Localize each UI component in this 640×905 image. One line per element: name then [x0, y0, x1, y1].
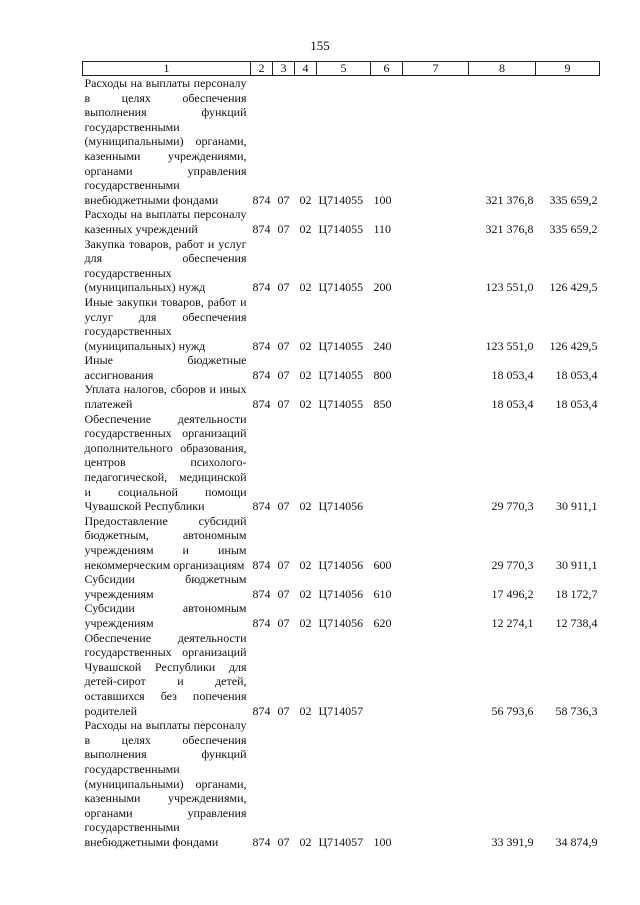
- amount-year-1: 17 496,2: [491, 586, 534, 601]
- amount-year-1: 18 053,4: [491, 397, 534, 412]
- column-header-3: 3: [273, 62, 295, 76]
- amount-year-1: 29 770,3: [491, 499, 534, 514]
- target-article-code: Ц714055: [318, 397, 364, 412]
- column-7-value: [403, 237, 469, 295]
- column-7-value: [403, 631, 469, 719]
- amount-year-1: 33 391,9: [491, 834, 534, 849]
- target-article-code: Ц714055: [318, 280, 364, 295]
- table-row: [83, 601, 600, 630]
- section-code: 07: [277, 192, 290, 207]
- target-article-code: Ц714055: [318, 338, 364, 353]
- amount-year-2: 18 172,7: [555, 586, 598, 601]
- section-code: 07: [277, 557, 290, 572]
- target-article-code: Ц714056: [318, 557, 364, 572]
- amount-year-2: 335 659,2: [549, 221, 598, 236]
- target-article-code: Ц714056: [318, 499, 364, 514]
- table-row: [83, 412, 600, 514]
- section-code: 07: [277, 586, 290, 601]
- column-header-9: 9: [536, 62, 600, 76]
- expense-type-code: 610: [373, 586, 392, 601]
- target-article-code: Ц714057: [318, 703, 364, 718]
- budget-table: [82, 61, 600, 849]
- amount-year-2: 12 738,4: [555, 615, 598, 630]
- ministry-code: 874: [252, 586, 271, 601]
- table-row: [83, 207, 600, 236]
- amount-year-2: 30 911,1: [555, 499, 598, 514]
- table-row: [83, 382, 600, 411]
- amount-year-1: 29 770,3: [491, 557, 534, 572]
- target-article-code: Ц714055: [318, 367, 364, 382]
- target-article-code: Ц714057: [318, 834, 364, 849]
- subsection-code: 02: [299, 397, 312, 412]
- table-row: [83, 353, 600, 382]
- expense-type-code: 100: [373, 834, 392, 849]
- table-row: [83, 718, 600, 849]
- header-row: [83, 62, 600, 76]
- table-row: [83, 237, 600, 295]
- ministry-code: 874: [252, 615, 271, 630]
- ministry-code: 874: [252, 367, 271, 382]
- amount-year-2: 30 911,1: [555, 557, 598, 572]
- amount-year-1: 321 376,8: [485, 221, 534, 236]
- row-description: Расходы на выплаты персоналу в целях обеспечения выполнения функций государственными (муниципальными) органами, казенными учреждениями, органами управления государственными внебюджетными фондами: [84, 76, 247, 207]
- expense-type-code: 200: [373, 280, 392, 295]
- amount-year-1: 123 551,0: [485, 338, 534, 353]
- target-article-code: Ц714055: [318, 192, 364, 207]
- expense-type-code: 100: [373, 192, 392, 207]
- subsection-code: 02: [299, 834, 312, 849]
- section-code: 07: [277, 397, 290, 412]
- section-code: 07: [277, 280, 290, 295]
- column-7-value: [403, 601, 469, 630]
- amount-year-2: 126 429,5: [549, 280, 598, 295]
- ministry-code: 874: [252, 557, 271, 572]
- target-article-code: Ц714056: [318, 615, 364, 630]
- table-row: [83, 295, 600, 353]
- column-7-value: [403, 207, 469, 236]
- table-body: [83, 76, 600, 850]
- section-code: 07: [277, 703, 290, 718]
- amount-year-1: 12 274,1: [491, 615, 534, 630]
- table-row: [83, 514, 600, 572]
- column-header-7: 7: [403, 62, 469, 76]
- ministry-code: 874: [252, 192, 271, 207]
- row-description: Предоставление субсидий бюджетным, автономным учреждениям и иным некоммерческим организациям: [84, 513, 247, 572]
- table-row: [83, 76, 600, 208]
- section-code: 07: [277, 367, 290, 382]
- subsection-code: 02: [299, 192, 312, 207]
- row-description: Иные закупки товаров, работ и услуг для обеспечения государственных (муниципальных) нужд: [84, 294, 247, 353]
- expense-type-code: [371, 631, 403, 719]
- row-description: Иные бюджетные ассигнования: [84, 353, 247, 382]
- subsection-code: 02: [299, 499, 312, 514]
- column-header-6: 6: [371, 62, 403, 76]
- row-description: Расходы на выплаты персоналу казенных учреждений: [84, 207, 247, 236]
- subsection-code: 02: [299, 367, 312, 382]
- column-7-value: [403, 572, 469, 601]
- section-code: 07: [277, 221, 290, 236]
- page-number: 155: [310, 38, 330, 53]
- amount-year-1: 56 793,6: [491, 703, 534, 718]
- expense-type-code: 600: [373, 557, 392, 572]
- row-description: Закупка товаров, работ и услуг для обеспечения государственных (муниципальных) нужд: [84, 236, 247, 295]
- row-description: Субсидии бюджетным учреждениям: [84, 572, 247, 601]
- row-description: Уплата налогов, сборов и иных платежей: [84, 382, 247, 412]
- column-header-5: 5: [317, 62, 371, 76]
- row-description: Обеспечение деятельности государственных организаций Чувашской Республики для детей-сирот и детей, оставшихся без попечения родителей: [84, 630, 247, 718]
- column-header-1: 1: [83, 62, 251, 76]
- table-row: [83, 572, 600, 601]
- expense-type-code: [371, 412, 403, 514]
- expense-type-code: 110: [373, 221, 392, 236]
- table-header: [83, 62, 600, 76]
- section-code: 07: [277, 834, 290, 849]
- ministry-code: 874: [252, 397, 271, 412]
- ministry-code: 874: [252, 834, 271, 849]
- section-code: 07: [277, 338, 290, 353]
- subsection-code: 02: [299, 586, 312, 601]
- amount-year-1: 123 551,0: [485, 280, 534, 295]
- column-7-value: [403, 514, 469, 572]
- expense-type-code: 800: [373, 367, 392, 382]
- column-7-value: [403, 382, 469, 411]
- ministry-code: 874: [252, 499, 271, 514]
- column-header-2: 2: [251, 62, 273, 76]
- column-7-value: [403, 76, 469, 208]
- expense-type-code: 620: [373, 615, 392, 630]
- column-7-value: [403, 718, 469, 849]
- column-header-8: 8: [469, 62, 536, 76]
- table-row: [83, 631, 600, 719]
- amount-year-1: 18 053,4: [491, 367, 534, 382]
- column-7-value: [403, 412, 469, 514]
- amount-year-2: 58 736,3: [555, 703, 598, 718]
- target-article-code: Ц714055: [318, 221, 364, 236]
- column-7-value: [403, 353, 469, 382]
- amount-year-2: 18 053,4: [555, 367, 598, 382]
- column-header-4: 4: [295, 62, 317, 76]
- target-article-code: Ц714056: [318, 586, 364, 601]
- row-description: Субсидии автономным учреждениям: [84, 601, 247, 630]
- section-code: 07: [277, 615, 290, 630]
- amount-year-2: 126 429,5: [549, 338, 598, 353]
- ministry-code: 874: [252, 280, 271, 295]
- column-7-value: [403, 295, 469, 353]
- expense-type-code: 240: [373, 338, 392, 353]
- subsection-code: 02: [299, 615, 312, 630]
- amount-year-2: 18 053,4: [555, 397, 598, 412]
- expense-type-code: 850: [373, 397, 392, 412]
- row-description: Расходы на выплаты персоналу в целях обеспечения выполнения функций государственными (муниципальными) органами, казенными учреждениями, органами управления государственными внебюджетными фондами: [84, 718, 247, 849]
- amount-year-1: 321 376,8: [485, 192, 534, 207]
- ministry-code: 874: [252, 703, 271, 718]
- amount-year-2: 335 659,2: [549, 192, 598, 207]
- ministry-code: 874: [252, 338, 271, 353]
- subsection-code: 02: [299, 280, 312, 295]
- row-description: Обеспечение деятельности государственных организаций дополнительного образования, центров психолого-педагогической, медицинской и социальной помощи Чувашской Республики: [84, 411, 247, 514]
- subsection-code: 02: [299, 557, 312, 572]
- subsection-code: 02: [299, 703, 312, 718]
- subsection-code: 02: [299, 338, 312, 353]
- ministry-code: 874: [252, 221, 271, 236]
- subsection-code: 02: [299, 221, 312, 236]
- section-code: 07: [277, 499, 290, 514]
- amount-year-2: 34 874,9: [555, 834, 598, 849]
